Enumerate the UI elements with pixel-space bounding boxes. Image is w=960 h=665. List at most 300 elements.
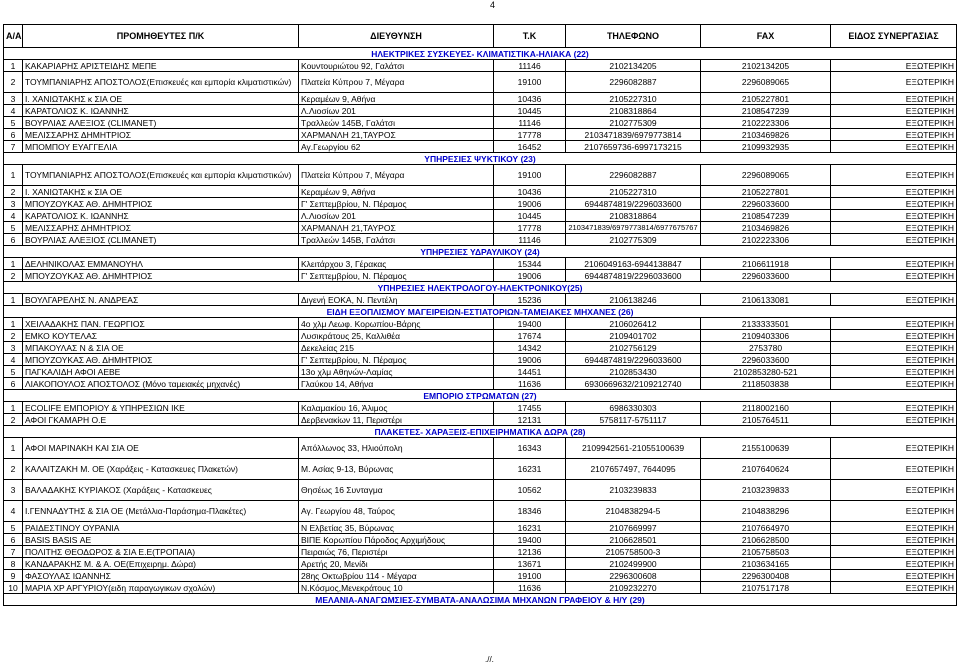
- postal-code: 19400: [494, 318, 566, 330]
- supplier-name: ΤΟΥΜΠΑΝΙΑΡΗΣ ΑΠΟΣΤΟΛΟΣ(Επισκευές και εμπορία κλιματιστικών): [23, 165, 299, 186]
- postal-code: 15236: [494, 294, 566, 306]
- supplier-address: Κεραμέων 9, Αθήνα: [299, 93, 494, 105]
- supplier-name: ΑΦΟΙ ΓΚΑΜΑΡΗ Ο.Ε: [23, 414, 299, 426]
- row-number: 1: [4, 438, 23, 459]
- page-number: 4: [490, 0, 496, 10]
- phone-number: 2105227310: [566, 186, 701, 198]
- supplier-address: Λ.Λιοσίων 201: [299, 105, 494, 117]
- fax-number: 2296033600: [701, 270, 831, 282]
- table-row: [4, 93, 957, 105]
- fax-number: 2104838296: [701, 501, 831, 522]
- supplier-name: ΜΠΟΥΖΟΥΚΑΣ ΑΘ. ΔΗΜΗΤΡΙΟΣ: [23, 270, 299, 282]
- phone-number: 5758117-5751117: [566, 414, 701, 426]
- supplier-address: Αγ.Γεωργίου 62: [299, 141, 494, 153]
- table-row: [4, 582, 957, 594]
- supplier-name: ΚΑΚΑΡΙΑΡΗΣ ΑΡΙΣΤΕΙΔΗΣ ΜΕΠΕ: [23, 60, 299, 72]
- row-number: 6: [4, 378, 23, 390]
- supplier-address: Τραλλεών 145Β, Γαλάτσι: [299, 117, 494, 129]
- section-header: [4, 282, 957, 294]
- postal-code: 11636: [494, 378, 566, 390]
- row-number: 8: [4, 558, 23, 570]
- fax-number: 2296033600: [701, 354, 831, 366]
- header-address: ΔΙΕΥΘΥΝΣΗ: [299, 25, 494, 48]
- phone-number: 2108318864: [566, 105, 701, 117]
- row-number: 3: [4, 480, 23, 501]
- phone-number: 2107669997: [566, 522, 701, 534]
- row-number: 4: [4, 210, 23, 222]
- cooperation-type: ΕΞΩΤΕΡΙΚΗ: [831, 534, 957, 546]
- row-number: 5: [4, 222, 23, 234]
- postal-code: 13671: [494, 558, 566, 570]
- phone-number: 2106049163-6944138847: [566, 258, 701, 270]
- row-number: 1: [4, 402, 23, 414]
- header-type: ΕΙΔΟΣ ΣΥΝΕΡΓΑΣΙΑΣ: [831, 25, 957, 48]
- supplier-name: ΚΑΡΑΤΟΛΙΟΣ Κ. ΙΩΑΝΝΗΣ: [23, 210, 299, 222]
- fax-number: 2108547239: [701, 210, 831, 222]
- supplier-name: ΡΑΙΔΕΣΤΙΝΟΥ ΟΥΡΑΝΙΑ: [23, 522, 299, 534]
- postal-code: 11146: [494, 234, 566, 246]
- phone-number: 2102756129: [566, 342, 701, 354]
- postal-code: 16452: [494, 141, 566, 153]
- table-row: [4, 105, 957, 117]
- supplier-address: Πειραιώς 76, Περιστέρι: [299, 546, 494, 558]
- supplier-address: Ν Ελβετίας 35, Βύρωνας: [299, 522, 494, 534]
- postal-code: 17674: [494, 330, 566, 342]
- row-number: 9: [4, 570, 23, 582]
- row-number: 6: [4, 534, 23, 546]
- phone-number: 2103471839/6979773814: [566, 129, 701, 141]
- supplier-address: Κεραμέων 9, Αθήνα: [299, 186, 494, 198]
- phone-number: 2102134205: [566, 60, 701, 72]
- supplier-address: Γ' Σεπτεμβρίου, Ν. Πέραμος: [299, 270, 494, 282]
- row-number: 4: [4, 105, 23, 117]
- supplier-name: ΚΑΛΑΙΤΖΑΚΗ Μ. ΟΕ (Χαράξεις - Κατασκευες Πλακετών): [23, 459, 299, 480]
- table-row: [4, 501, 957, 522]
- fax-number: 2105227801: [701, 93, 831, 105]
- table-row: [4, 72, 957, 93]
- supplier-address: Δεκελείας 215: [299, 342, 494, 354]
- cooperation-type: ΕΞΩΤΕΡΙΚΗ: [831, 72, 957, 93]
- header-aa: Α/Α: [4, 25, 23, 48]
- table-row: [4, 141, 957, 153]
- phone-number: 2296082887: [566, 165, 701, 186]
- postal-code: 10445: [494, 105, 566, 117]
- postal-code: 17778: [494, 222, 566, 234]
- cooperation-type: ΕΞΩΤΕΡΙΚΗ: [831, 501, 957, 522]
- table-row: [4, 210, 957, 222]
- phone-number: 2103239833: [566, 480, 701, 501]
- supplier-address: Τραλλεών 145Β, Γαλάτσι: [299, 234, 494, 246]
- phone-number: 2106026412: [566, 318, 701, 330]
- section-header: [4, 426, 957, 438]
- fax-number: 2106611918: [701, 258, 831, 270]
- supplier-address: Μ. Ασίας 9-13, Βύρωνας: [299, 459, 494, 480]
- postal-code: 10436: [494, 93, 566, 105]
- cooperation-type: ΕΞΩΤΕΡΙΚΗ: [831, 294, 957, 306]
- phone-number: 6944874819/2296033600: [566, 198, 701, 210]
- supplier-name: ΚΑΝΔΑΡΑΚΗΣ Μ. & Α. ΟΕ(Επιχειρημ. Δώρα): [23, 558, 299, 570]
- supplier-name: ΒΟΥΛΓΑΡΕΛΗΣ Ν. ΑΝΔΡΕΑΣ: [23, 294, 299, 306]
- phone-number: 2109232270: [566, 582, 701, 594]
- fax-number: 2102223306: [701, 117, 831, 129]
- postal-code: 17455: [494, 402, 566, 414]
- page-footer: .//.: [485, 655, 494, 664]
- supplier-address: Αγ. Γεωργίου 48, Ταύρος: [299, 501, 494, 522]
- table-row: [4, 342, 957, 354]
- phone-number: 2296082887: [566, 72, 701, 93]
- fax-number: 2296033600: [701, 198, 831, 210]
- cooperation-type: ΕΞΩΤΕΡΙΚΗ: [831, 558, 957, 570]
- phone-number: 2296300608: [566, 570, 701, 582]
- supplier-name: ΕΜΚΟ ΚΟΥΤΕΛΑΣ: [23, 330, 299, 342]
- table-row: [4, 318, 957, 330]
- cooperation-type: ΕΞΩΤΕΡΙΚΗ: [831, 222, 957, 234]
- supplier-name: BASIS BASIS ΑΕ: [23, 534, 299, 546]
- supplier-address: Γλαύκου 14, Αθήνα: [299, 378, 494, 390]
- fax-number: 2133333501: [701, 318, 831, 330]
- row-number: 5: [4, 522, 23, 534]
- cooperation-type: ΕΞΩΤΕΡΙΚΗ: [831, 117, 957, 129]
- cooperation-type: ΕΞΩΤΕΡΙΚΗ: [831, 546, 957, 558]
- table-body: [4, 48, 957, 606]
- supplier-address: 4ο χλμ Λεωφ. Κορωπίου-Βάρης: [299, 318, 494, 330]
- supplier-name: ΜΠΑΚΟΥΛΑΣ Ν & ΣΙΑ ΟΕ: [23, 342, 299, 354]
- row-number: 6: [4, 129, 23, 141]
- cooperation-type: ΕΞΩΤΕΡΙΚΗ: [831, 141, 957, 153]
- fax-number: 2103469826: [701, 222, 831, 234]
- row-number: 3: [4, 342, 23, 354]
- phone-number: 2109401702: [566, 330, 701, 342]
- section-title: ΗΛΕΚΤΡΙΚΕΣ ΣΥΣΚΕΥΕΣ- ΚΛΙΜΑΤΙΣΤΙΚΑ-ΗΛΙΑΚΑ (22): [4, 48, 957, 60]
- table-row: [4, 438, 957, 459]
- section-header: [4, 306, 957, 318]
- fax-number: 2108547239: [701, 105, 831, 117]
- cooperation-type: ΕΞΩΤΕΡΙΚΗ: [831, 318, 957, 330]
- fax-number: 2296089065: [701, 165, 831, 186]
- phone-number: 2108318864: [566, 210, 701, 222]
- cooperation-type: ΕΞΩΤΕΡΙΚΗ: [831, 330, 957, 342]
- table-row: [4, 378, 957, 390]
- postal-code: 11146: [494, 60, 566, 72]
- supplier-address: ΧΑΡΜΑΝΛΗ 21,ΤΑΥΡΟΣ: [299, 129, 494, 141]
- supplier-address: 28ης Οκτωβρίου 114 - Μέγαρα: [299, 570, 494, 582]
- supplier-name: ΠΟΛΙΤΗΣ ΘΕΟΔΩΡΟΣ & ΣΙΑ Ε.Ε(ΤΡΟΠΑΙΑ): [23, 546, 299, 558]
- row-number: 5: [4, 366, 23, 378]
- table-row: [4, 60, 957, 72]
- section-title: ΠΛΑΚΕΤΕΣ- ΧΑΡΑΞΕΙΣ-ΕΠΙΧΕΙΡΗΜΑΤΙΚΑ ΔΩΡΑ (28): [4, 426, 957, 438]
- supplier-address: Κουντουριώτου 92, Γαλάτσι: [299, 60, 494, 72]
- phone-number: 2102853430: [566, 366, 701, 378]
- cooperation-type: ΕΞΩΤΕΡΙΚΗ: [831, 234, 957, 246]
- phone-number: 2109942561-21055100639: [566, 438, 701, 459]
- section-header: [4, 153, 957, 165]
- supplier-address: Πλατεία Κύπρου 7, Μέγαρα: [299, 165, 494, 186]
- supplier-address: Λ.Λιοσίων 201: [299, 210, 494, 222]
- fax-number: 2102853280-521: [701, 366, 831, 378]
- supplier-address: Αρετής 20, Μενίδι: [299, 558, 494, 570]
- row-number: 2: [4, 330, 23, 342]
- section-header: [4, 246, 957, 258]
- supplier-name: ΑΦΟΙ ΜΑΡΙΝΑΚΗ ΚΑΙ ΣΙΑ ΟΕ: [23, 438, 299, 459]
- row-number: 2: [4, 72, 23, 93]
- row-number: 2: [4, 270, 23, 282]
- supplier-name: ΧΕΙΛΑΔΑΚΗΣ ΠΑΝ. ΓΕΩΡΓΙΟΣ: [23, 318, 299, 330]
- supplier-address: Γ' Σεπτεμβρίου, Ν. Πέραμος: [299, 354, 494, 366]
- fax-number: 2105758503: [701, 546, 831, 558]
- cooperation-type: ΕΞΩΤΕΡΙΚΗ: [831, 165, 957, 186]
- postal-code: 10562: [494, 480, 566, 501]
- supplier-name: ΜΕΛΙΣΣΑΡΗΣ ΔΗΜΗΤΡΙΟΣ: [23, 222, 299, 234]
- cooperation-type: ΕΞΩΤΕΡΙΚΗ: [831, 480, 957, 501]
- section-title: ΜΕΛΑΝΙΑ-ΑΝΑΓΩΜΣΙΕΣ-ΣΥΜΒΑΤΑ-ΑΝΑΛΩΣΙΜΑ ΜΗΧΑΝΩΝ ΓΡΑΦΕΙΟΥ & Η/Υ (29): [4, 594, 957, 606]
- cooperation-type: ΕΞΩΤΕΡΙΚΗ: [831, 522, 957, 534]
- phone-number: 6944874819/2296033600: [566, 354, 701, 366]
- postal-code: 19100: [494, 165, 566, 186]
- cooperation-type: ΕΞΩΤΕΡΙΚΗ: [831, 129, 957, 141]
- supplier-name: ΚΑΡΑΤΟΛΙΟΣ Κ. ΙΩΑΝΝΗΣ: [23, 105, 299, 117]
- table-row: [4, 522, 957, 534]
- fax-number: 2105764511: [701, 414, 831, 426]
- supplier-name: Ι. ΧΑΝΙΩΤΑΚΗΣ κ ΣΙΑ ΟΕ: [23, 186, 299, 198]
- supplier-name: ΦΑΣΟΥΛΑΣ ΙΩΑΝΝΗΣ: [23, 570, 299, 582]
- table-row: [4, 546, 957, 558]
- section-header: [4, 594, 957, 606]
- row-number: 1: [4, 60, 23, 72]
- phone-number: 6944874819/2296033600: [566, 270, 701, 282]
- row-number: 2: [4, 414, 23, 426]
- fax-number: 2103469826: [701, 129, 831, 141]
- cooperation-type: ΕΞΩΤΕΡΙΚΗ: [831, 342, 957, 354]
- fax-number: 2105227801: [701, 186, 831, 198]
- postal-code: 14342: [494, 342, 566, 354]
- postal-code: 14451: [494, 366, 566, 378]
- table-row: [4, 354, 957, 366]
- postal-code: 12131: [494, 414, 566, 426]
- fax-number: 2103239833: [701, 480, 831, 501]
- header-supplier: ΠΡΟΜΗΘΕΥΤΕΣ Π/Κ: [23, 25, 299, 48]
- phone-number: 2104838294-5: [566, 501, 701, 522]
- section-title: ΕΙΔΗ ΕΞΟΠΛΙΣΜΟΥ ΜΑΓΕΙΡΕΙΩΝ-ΕΣΤΙΑΤΟΡΙΩΝ-ΤΑΜΕΙΑΚΕΣ ΜΗΧΑΝΕΣ (26): [4, 306, 957, 318]
- cooperation-type: ΕΞΩΤΕΡΙΚΗ: [831, 210, 957, 222]
- table-row: [4, 129, 957, 141]
- header-row: [4, 25, 957, 48]
- supplier-address: Ν.Κόσμος,Μενεκράτους 10: [299, 582, 494, 594]
- row-number: 3: [4, 93, 23, 105]
- section-title: ΕΜΠΟΡΙΟ ΣΤΡΩΜΑΤΩΝ (27): [4, 390, 957, 402]
- fax-number: 2102134205: [701, 60, 831, 72]
- supplier-name: ΜΠΟΥΖΟΥΚΑΣ ΑΘ. ΔΗΜΗΤΡΙΟΣ: [23, 198, 299, 210]
- table-row: [4, 258, 957, 270]
- row-number: 1: [4, 258, 23, 270]
- section-header: [4, 48, 957, 60]
- header-phone: ΤΗΛΕΦΩΝΟ: [566, 25, 701, 48]
- postal-code: 19006: [494, 354, 566, 366]
- supplier-name: ΜΠΟΜΠΟΥ ΕΥΑΓΓΕΛΙΑ: [23, 141, 299, 153]
- row-number: 3: [4, 198, 23, 210]
- row-number: 6: [4, 234, 23, 246]
- table-row: [4, 294, 957, 306]
- cooperation-type: ΕΞΩΤΕΡΙΚΗ: [831, 258, 957, 270]
- table-row: [4, 558, 957, 570]
- supplier-name: ECOLIFE ΕΜΠΟΡΙΟΥ & ΥΠΗΡΕΣΙΩΝ ΙΚΕ: [23, 402, 299, 414]
- table-row: [4, 402, 957, 414]
- row-number: 1: [4, 165, 23, 186]
- phone-number: 2106628501: [566, 534, 701, 546]
- supplier-name: ΜΕΛΙΣΣΑΡΗΣ ΔΗΜΗΤΡΙΟΣ: [23, 129, 299, 141]
- postal-code: 19400: [494, 534, 566, 546]
- fax-number: 2118503838: [701, 378, 831, 390]
- row-number: 7: [4, 546, 23, 558]
- table-row: [4, 165, 957, 186]
- row-number: 10: [4, 582, 23, 594]
- table-row: [4, 570, 957, 582]
- supplier-name: ΛΙΑΚΟΠΟΥΛΟΣ ΑΠΟΣΤΟΛΟΣ (Μόνο ταμειακές μηχανές): [23, 378, 299, 390]
- table-row: [4, 222, 957, 234]
- phone-number: 2105758500-3: [566, 546, 701, 558]
- table-row: [4, 414, 957, 426]
- phone-number: 6986330303: [566, 402, 701, 414]
- table-row: [4, 117, 957, 129]
- cooperation-type: ΕΞΩΤΕΡΙΚΗ: [831, 366, 957, 378]
- phone-number: 2102775309: [566, 234, 701, 246]
- fax-number: 2296089065: [701, 72, 831, 93]
- supplier-name: ΤΟΥΜΠΑΝΙΑΡΗΣ ΑΠΟΣΤΟΛΟΣ(Επισκευές και εμπορία κλιματιστικών): [23, 72, 299, 93]
- supplier-name: ΜΑΡΙΑ ΧΡ ΑΡΓΥΡΙΟΥ(ειδη παραγωγικων σχολών): [23, 582, 299, 594]
- fax-number: 2109403306: [701, 330, 831, 342]
- phone-number: 2105227310: [566, 93, 701, 105]
- postal-code: 18346: [494, 501, 566, 522]
- supplier-address: Πλατεία Κύπρου 7, Μέγαρα: [299, 72, 494, 93]
- table-row: [4, 459, 957, 480]
- section-header: [4, 390, 957, 402]
- cooperation-type: ΕΞΩΤΕΡΙΚΗ: [831, 459, 957, 480]
- postal-code: 19006: [494, 270, 566, 282]
- fax-number: 2118002160: [701, 402, 831, 414]
- postal-code: 17778: [494, 129, 566, 141]
- cooperation-type: ΕΞΩΤΕΡΙΚΗ: [831, 186, 957, 198]
- row-number: 1: [4, 318, 23, 330]
- supplier-name: ΒΑΛΑΔΑΚΗΣ ΚΥΡΙΑΚΟΣ (Χαράξεις - Κατασκευες: [23, 480, 299, 501]
- fax-number: 2107640624: [701, 459, 831, 480]
- supplier-name: ΒΟΥΡΛΙΑΣ ΑΛΕΞΙΟΣ (CLIMANET): [23, 117, 299, 129]
- cooperation-type: ΕΞΩΤΕΡΙΚΗ: [831, 582, 957, 594]
- supplier-name: ΒΟΥΡΛΙΑΣ ΑΛΕΞΙΟΣ (CLIMANET): [23, 234, 299, 246]
- table-row: [4, 330, 957, 342]
- row-number: 4: [4, 501, 23, 522]
- fax-number: 2109932935: [701, 141, 831, 153]
- postal-code: 11146: [494, 117, 566, 129]
- header-tk: Τ.Κ: [494, 25, 566, 48]
- supplier-address: Δερβενακίων 11, Περιστέρι: [299, 414, 494, 426]
- supplier-address: Διγενή ΕΟΚΑ, Ν. Πεντέλη: [299, 294, 494, 306]
- phone-number: 6930669632/2109212740: [566, 378, 701, 390]
- postal-code: 11636: [494, 582, 566, 594]
- postal-code: 16231: [494, 459, 566, 480]
- postal-code: 10436: [494, 186, 566, 198]
- supplier-address: 13ο χλμ Αθηνών-Λαμίας: [299, 366, 494, 378]
- postal-code: 16231: [494, 522, 566, 534]
- row-number: 1: [4, 294, 23, 306]
- header-fax: FAX: [701, 25, 831, 48]
- row-number: 7: [4, 141, 23, 153]
- supplier-address: Κλειτάρχου 3, Γέρακας: [299, 258, 494, 270]
- cooperation-type: ΕΞΩΤΕΡΙΚΗ: [831, 93, 957, 105]
- cooperation-type: ΕΞΩΤΕΡΙΚΗ: [831, 105, 957, 117]
- postal-code: 19100: [494, 570, 566, 582]
- cooperation-type: ΕΞΩΤΕΡΙΚΗ: [831, 354, 957, 366]
- cooperation-type: ΕΞΩΤΕΡΙΚΗ: [831, 414, 957, 426]
- cooperation-type: ΕΞΩΤΕΡΙΚΗ: [831, 402, 957, 414]
- supplier-name: ΔΕΛΗΝΙΚΟΛΑΣ ΕΜΜΑΝΟΥΗΛ: [23, 258, 299, 270]
- supplier-address: Λυσικράτους 25, Καλλιθέα: [299, 330, 494, 342]
- phone-number: 2107659736-6997173215: [566, 141, 701, 153]
- supplier-address: Απόλλωνος 33, Ηλιούπολη: [299, 438, 494, 459]
- supplier-name: Ι.ΓΕΝΝΑΔΥΤΗΣ & ΣΙΑ ΟΕ (Μετάλλια-Παράσημα-Πλακέτες): [23, 501, 299, 522]
- table-row: [4, 534, 957, 546]
- suppliers-table: [3, 24, 957, 606]
- phone-number: 2102775309: [566, 117, 701, 129]
- fax-number: 2753780: [701, 342, 831, 354]
- cooperation-type: ΕΞΩΤΕΡΙΚΗ: [831, 198, 957, 210]
- supplier-address: Θησέως 16 Συνταγμα: [299, 480, 494, 501]
- postal-code: 12136: [494, 546, 566, 558]
- cooperation-type: ΕΞΩΤΕΡΙΚΗ: [831, 438, 957, 459]
- phone-number: 2103471839/6979773814/6977675767: [566, 222, 701, 234]
- phone-number: 2102499900: [566, 558, 701, 570]
- row-number: 5: [4, 117, 23, 129]
- cooperation-type: ΕΞΩΤΕΡΙΚΗ: [831, 60, 957, 72]
- section-title: ΥΠΗΡΕΣΙΕΣ ΨΥΚΤΙΚΟΥ (23): [4, 153, 957, 165]
- supplier-address: Καλαμακίου 16, Άλιμος: [299, 402, 494, 414]
- postal-code: 10445: [494, 210, 566, 222]
- table-row: [4, 198, 957, 210]
- fax-number: 2103634165: [701, 558, 831, 570]
- postal-code: 16343: [494, 438, 566, 459]
- supplier-address: ΒΙΠΕ Κορωπίου Πάροδος Αρχιμήδους: [299, 534, 494, 546]
- supplier-name: ΜΠΟΥΖΟΥΚΑΣ ΑΘ. ΔΗΜΗΤΡΙΟΣ: [23, 354, 299, 366]
- postal-code: 19006: [494, 198, 566, 210]
- row-number: 4: [4, 354, 23, 366]
- supplier-address: Γ' Σεπτεμβρίου, Ν. Πέραμος: [299, 198, 494, 210]
- section-title: ΥΠΗΡΕΣΙΕΣ ΥΔΡΑΥΛΙΚΟΥ (24): [4, 246, 957, 258]
- row-number: 2: [4, 459, 23, 480]
- fax-number: 2106133081: [701, 294, 831, 306]
- cooperation-type: ΕΞΩΤΕΡΙΚΗ: [831, 270, 957, 282]
- section-title: ΥΠΗΡΕΣΙΕΣ ΗΛΕΚΤΡΟΛΟΓΟΥ-ΗΛΕΚΤΡΟΝΙΚΟΥ(25): [4, 282, 957, 294]
- fax-number: 2107517178: [701, 582, 831, 594]
- supplier-name: ΠΑΓΚΑΛΙΔΗ ΑΦΟΙ ΑΕΒΕ: [23, 366, 299, 378]
- fax-number: 2102223306: [701, 234, 831, 246]
- table-row: [4, 480, 957, 501]
- fax-number: 2107664970: [701, 522, 831, 534]
- fax-number: 2106628500: [701, 534, 831, 546]
- table-row: [4, 186, 957, 198]
- supplier-name: Ι. ΧΑΝΙΩΤΑΚΗΣ κ ΣΙΑ ΟΕ: [23, 93, 299, 105]
- table-row: [4, 366, 957, 378]
- row-number: 2: [4, 186, 23, 198]
- postal-code: 19100: [494, 72, 566, 93]
- table-row: [4, 234, 957, 246]
- fax-number: 2155100639: [701, 438, 831, 459]
- table-row: [4, 270, 957, 282]
- phone-number: 2106138246: [566, 294, 701, 306]
- postal-code: 15344: [494, 258, 566, 270]
- fax-number: 2296300408: [701, 570, 831, 582]
- supplier-address: ΧΑΡΜΑΝΛΗ 21,ΤΑΥΡΟΣ: [299, 222, 494, 234]
- cooperation-type: ΕΞΩΤΕΡΙΚΗ: [831, 570, 957, 582]
- phone-number: 2107657497, 7644095: [566, 459, 701, 480]
- cooperation-type: ΕΞΩΤΕΡΙΚΗ: [831, 378, 957, 390]
